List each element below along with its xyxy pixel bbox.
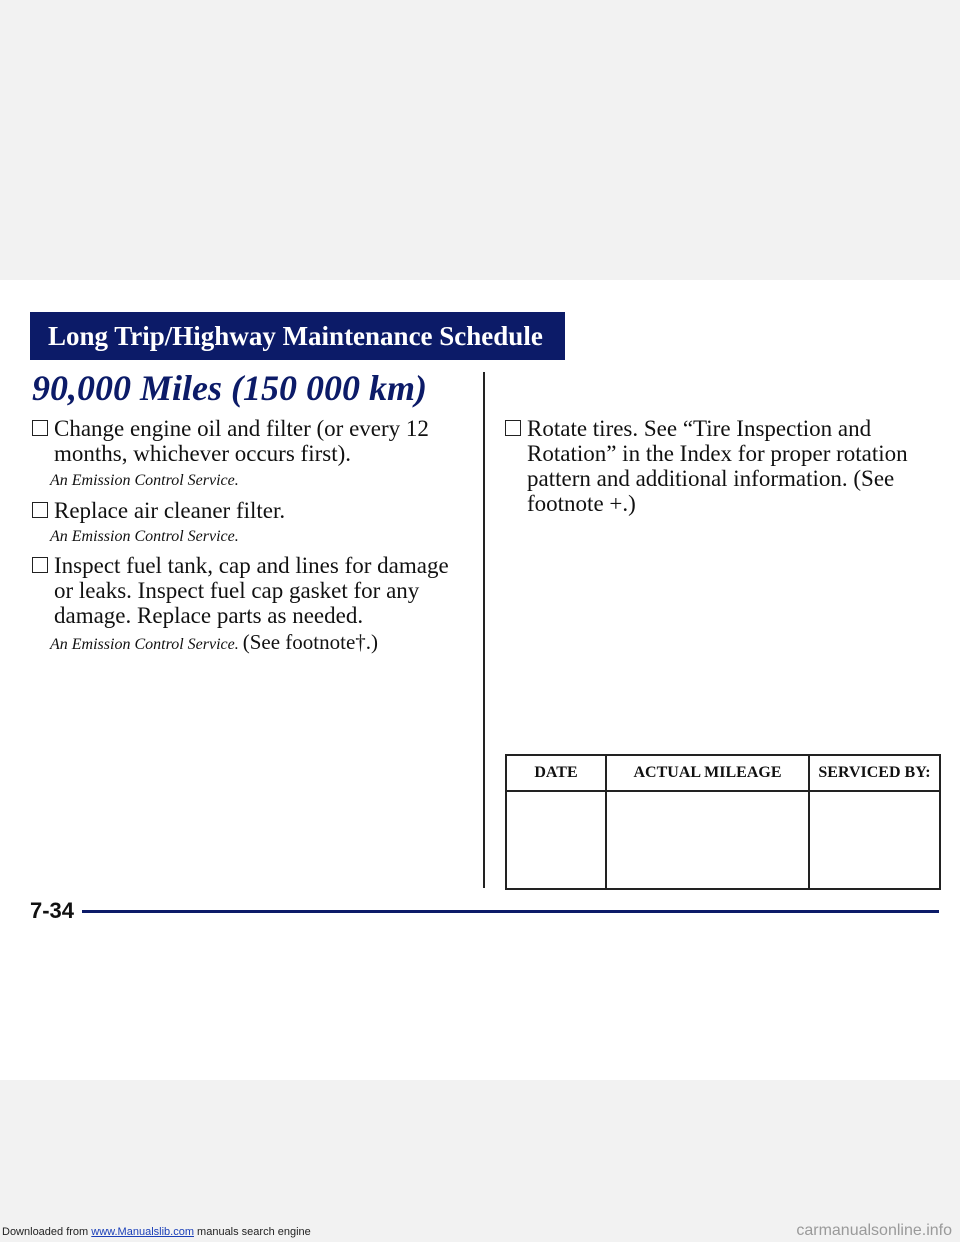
section-header-bar [30, 312, 565, 360]
checkbox[interactable] [505, 420, 521, 436]
download-bar: Downloaded from www.Manualslib.com manuals search engine [2, 1226, 311, 1238]
watermark: carmanualsonline.info [796, 1222, 952, 1239]
column-header-serviced-by: SERVICED BY: [809, 755, 940, 791]
page-number: 7-34 [30, 898, 75, 923]
footnote-reference: (See footnote†.) [242, 630, 379, 654]
checklist-item-air-filter [32, 498, 432, 523]
emission-note: An Emission Control Service. [50, 528, 239, 545]
mileage-cell[interactable] [606, 791, 809, 889]
manualslib-link[interactable]: www.Manualslib.com [91, 1226, 194, 1238]
column-divider [483, 372, 485, 888]
checkbox[interactable] [32, 502, 48, 518]
checklist-item-oil [32, 416, 432, 466]
emission-note: An Emission Control Service. [50, 472, 239, 489]
checkbox[interactable] [32, 420, 48, 436]
serviced-by-cell[interactable] [809, 791, 940, 889]
checkbox[interactable] [32, 557, 48, 573]
item-text: Rotate tires. See “Tire Inspection and Rotation” in the Index for proper rotation pattern and additional information. (See footnote +.) [527, 416, 908, 516]
mileage-heading: 90,000 Miles (150 000 km) [32, 368, 427, 408]
item-text: Inspect fuel tank, cap and lines for damage or leaks. Inspect fuel cap gasket for any damage. Replace parts as needed. [54, 553, 449, 628]
table-header-row [506, 755, 940, 791]
item-text: Change engine oil and filter (or every 12 months, whichever occurs first). [54, 416, 429, 466]
checklist-item-fuel-tank [32, 553, 472, 628]
table-row [506, 791, 940, 889]
footer-rule [82, 910, 939, 913]
emission-note: An Emission Control Service. (See footnote†.) [50, 630, 379, 654]
item-text: Replace air cleaner filter. [54, 498, 286, 523]
checklist-item-rotate-tires [505, 416, 925, 516]
column-header-date: DATE [506, 755, 606, 791]
column-header-mileage: ACTUAL MILEAGE [606, 755, 809, 791]
service-record-table [505, 754, 941, 890]
date-cell[interactable] [506, 791, 606, 889]
header-title: Long Trip/Highway Maintenance Schedule [48, 321, 543, 351]
